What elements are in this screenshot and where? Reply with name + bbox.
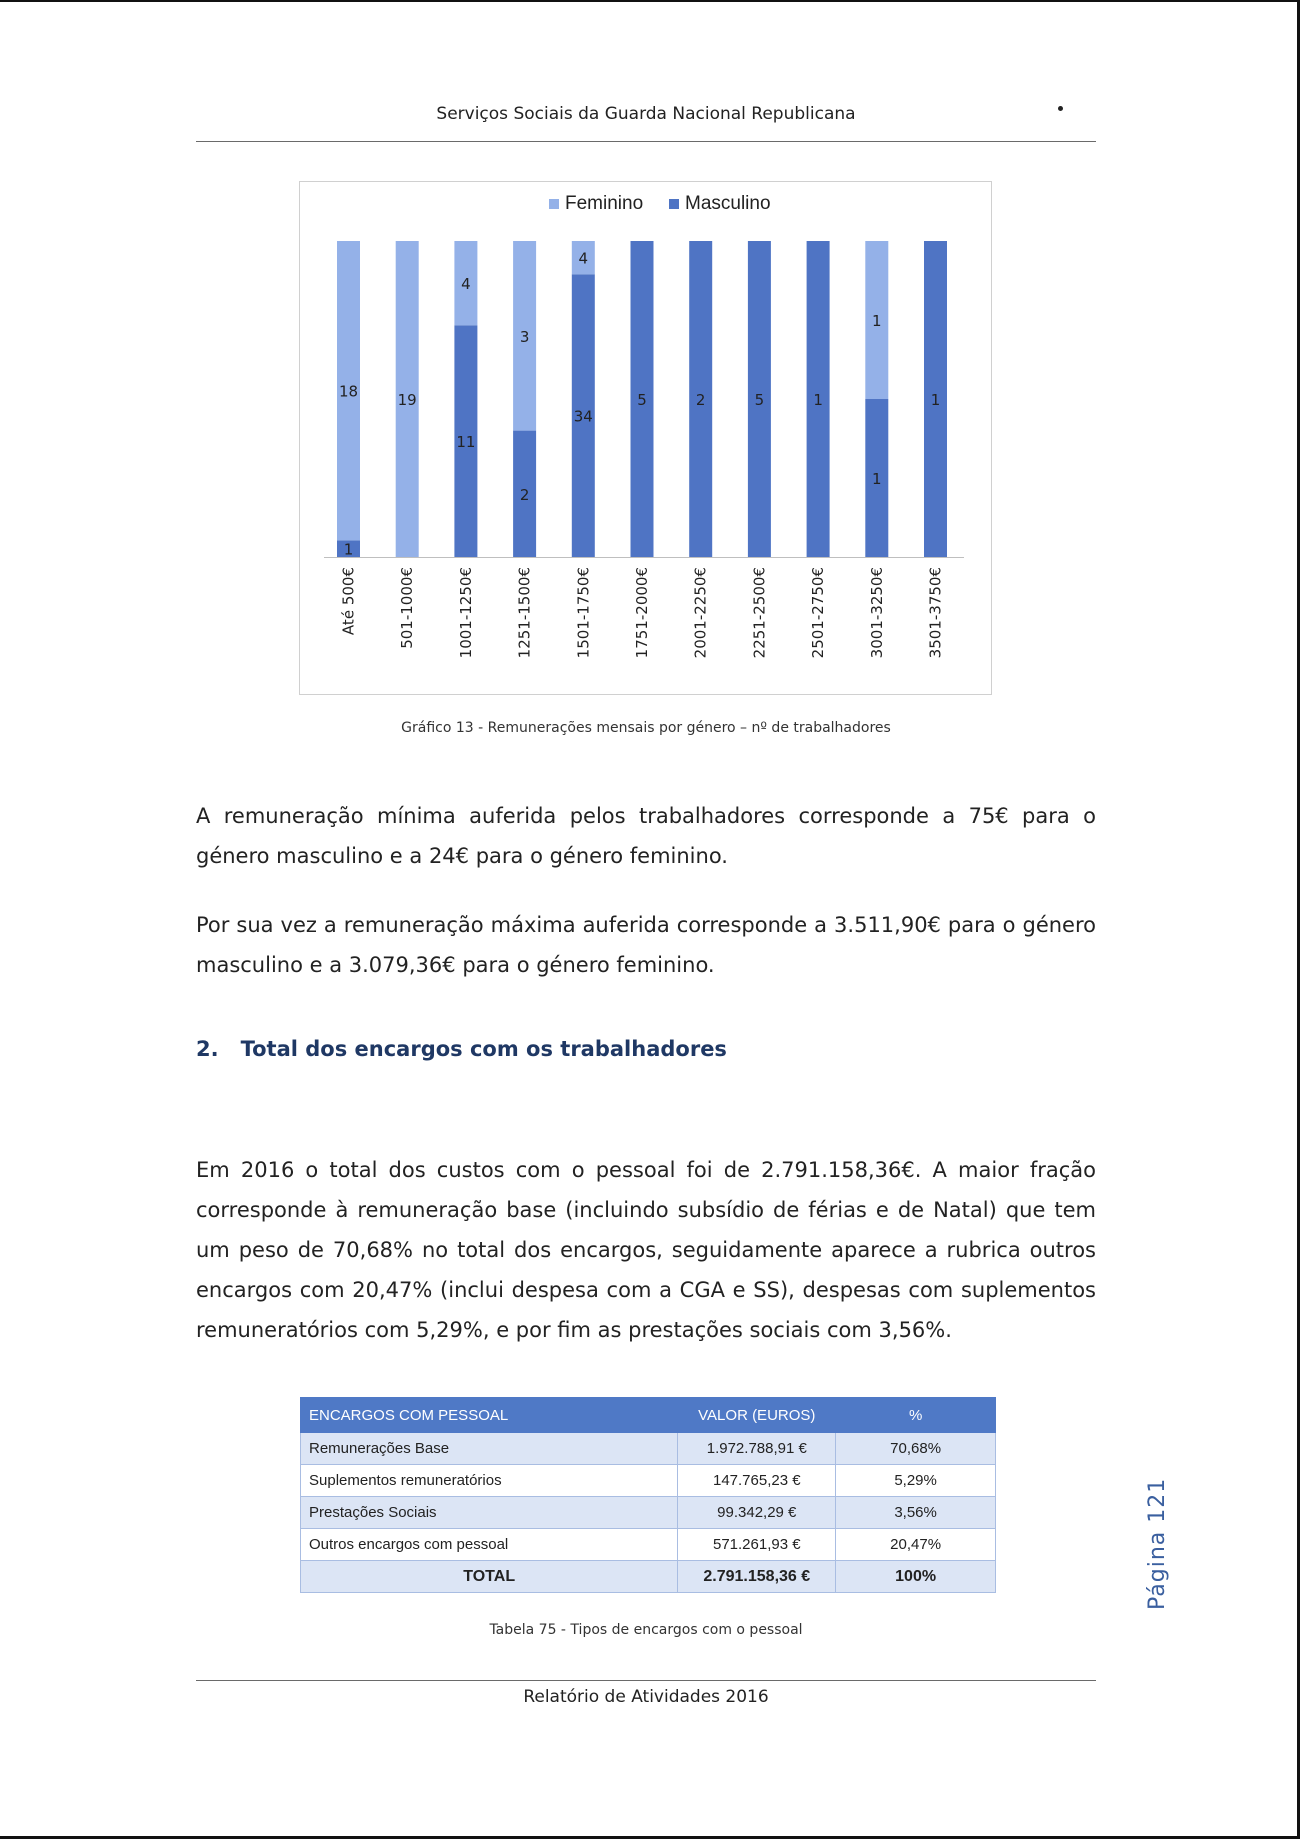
x-tick-label: 2501-2750€ [809, 567, 828, 659]
legend-label-feminino: Feminino [565, 193, 644, 214]
data-label-masculino: 1 [930, 391, 941, 409]
paragraph-min-pay: A remuneração mínima auferida pelos trabalhadores corresponde a 75€ para o género masculino e a 24€ para o género feminino. [196, 804, 1096, 868]
header-encargos: ENCARGOS COM PESSOAL [301, 1398, 678, 1433]
table-header-row [301, 1398, 996, 1433]
data-label-feminino: 4 [461, 275, 471, 294]
section-number: 2. [196, 1037, 219, 1061]
x-tick-label: 1501-1750€ [574, 567, 593, 659]
total-value: 2.791.158,36 € [678, 1561, 836, 1593]
x-tick-label: 2001-2250€ [691, 567, 710, 659]
data-label-masculino: 1 [872, 470, 882, 488]
row-percent: 20,47% [836, 1529, 996, 1561]
x-tick-label: 1251-1500€ [515, 567, 534, 659]
table-caption: Tabela 75 - Tipos de encargos com o pessoal [489, 1622, 803, 1638]
x-tick-label: 1001-1250€ [456, 567, 475, 659]
data-label-feminino: 3 [519, 327, 530, 346]
legend-label-masculino: Masculino [685, 193, 771, 214]
row-value: 99.342,29 € [678, 1497, 836, 1529]
data-label-masculino: 5 [637, 391, 647, 409]
x-tick-label: 501-1000€ [398, 567, 417, 649]
x-tick-label: 2251-2500€ [750, 567, 769, 659]
row-value: 571.261,93 € [678, 1529, 836, 1561]
x-tick-label: 1751-2000€ [633, 567, 651, 659]
table-row [301, 1433, 996, 1465]
row-label: Remunerações Base [301, 1433, 678, 1465]
data-label-feminino: 4 [578, 249, 589, 268]
total-label: TOTAL [301, 1561, 678, 1593]
data-label-feminino: 19 [397, 391, 417, 409]
row-label: Outros encargos com pessoal [301, 1529, 678, 1561]
data-label-feminino: 18 [338, 382, 359, 401]
row-percent: 3,56% [836, 1497, 996, 1529]
page-header: Serviços Sociais da Guarda Nacional Republicana [436, 104, 856, 124]
x-tick-label: 3501-3750€ [926, 567, 945, 659]
header-percent: % [836, 1398, 996, 1433]
row-label: Suplementos remuneratórios [301, 1465, 678, 1497]
row-percent: 5,29% [836, 1465, 996, 1497]
row-percent: 70,68% [836, 1433, 996, 1465]
paragraph-costs: Em 2016 o total dos custos com o pessoal foi de 2.791.158,36€. A maior fração corresponde à remuneração base (incluindo subsídio de férias e de Natal) que tem um peso de 70,68% no total dos encargos, seguidamente aparece a rubrica outros encargos com 20,47% (inclui despesa com a CGA e SS), despesas com suplementos remuneratórios com 5,29%, e por fim as prestações sociais com 3,56%. [196, 1158, 1096, 1342]
table-total-row [301, 1561, 996, 1593]
data-label-masculino: 2 [519, 485, 530, 504]
data-label-masculino: 1 [343, 540, 354, 559]
costs-table [300, 1397, 996, 1593]
side-page-number: Página 121 [1145, 1477, 1170, 1610]
table-row [301, 1497, 996, 1529]
footer-rule [196, 1680, 1096, 1681]
data-label-masculino: 1 [813, 391, 823, 409]
chart-caption: Gráfico 13 - Remunerações mensais por género – nº de trabalhadores [401, 720, 891, 736]
header-rule [196, 141, 1096, 142]
legend-swatch-feminino [549, 199, 559, 209]
legend-swatch-masculino [669, 199, 679, 209]
section-title: Total dos encargos com os trabalhadores [240, 1037, 727, 1061]
data-label-masculino: 2 [695, 391, 706, 409]
row-label: Prestações Sociais [301, 1497, 678, 1529]
data-label-masculino: 34 [573, 407, 593, 426]
section-heading [196, 1037, 1096, 1061]
table-row [301, 1465, 996, 1497]
total-percent: 100% [836, 1561, 996, 1593]
data-label-masculino: 5 [754, 391, 765, 409]
table-row [301, 1529, 996, 1561]
data-label-masculino: 11 [456, 433, 476, 452]
x-tick-label: 3001-3250€ [867, 567, 886, 659]
page-footer: Relatório de Atividades 2016 [523, 1687, 769, 1707]
row-value: 1.972.788,91 € [678, 1433, 836, 1465]
header-valor: VALOR (EUROS) [678, 1398, 836, 1433]
row-value: 147.765,23 € [678, 1465, 836, 1497]
paragraph-max-pay: Por sua vez a remuneração máxima auferida corresponde a 3.511,90€ para o género masculino e a 3.079,36€ para o género feminino. [196, 913, 1096, 977]
data-label-feminino: 1 [872, 312, 882, 330]
x-tick-label: Até 500€ [339, 567, 358, 636]
header-dot [1058, 106, 1063, 111]
remuneration-chart [299, 181, 992, 695]
